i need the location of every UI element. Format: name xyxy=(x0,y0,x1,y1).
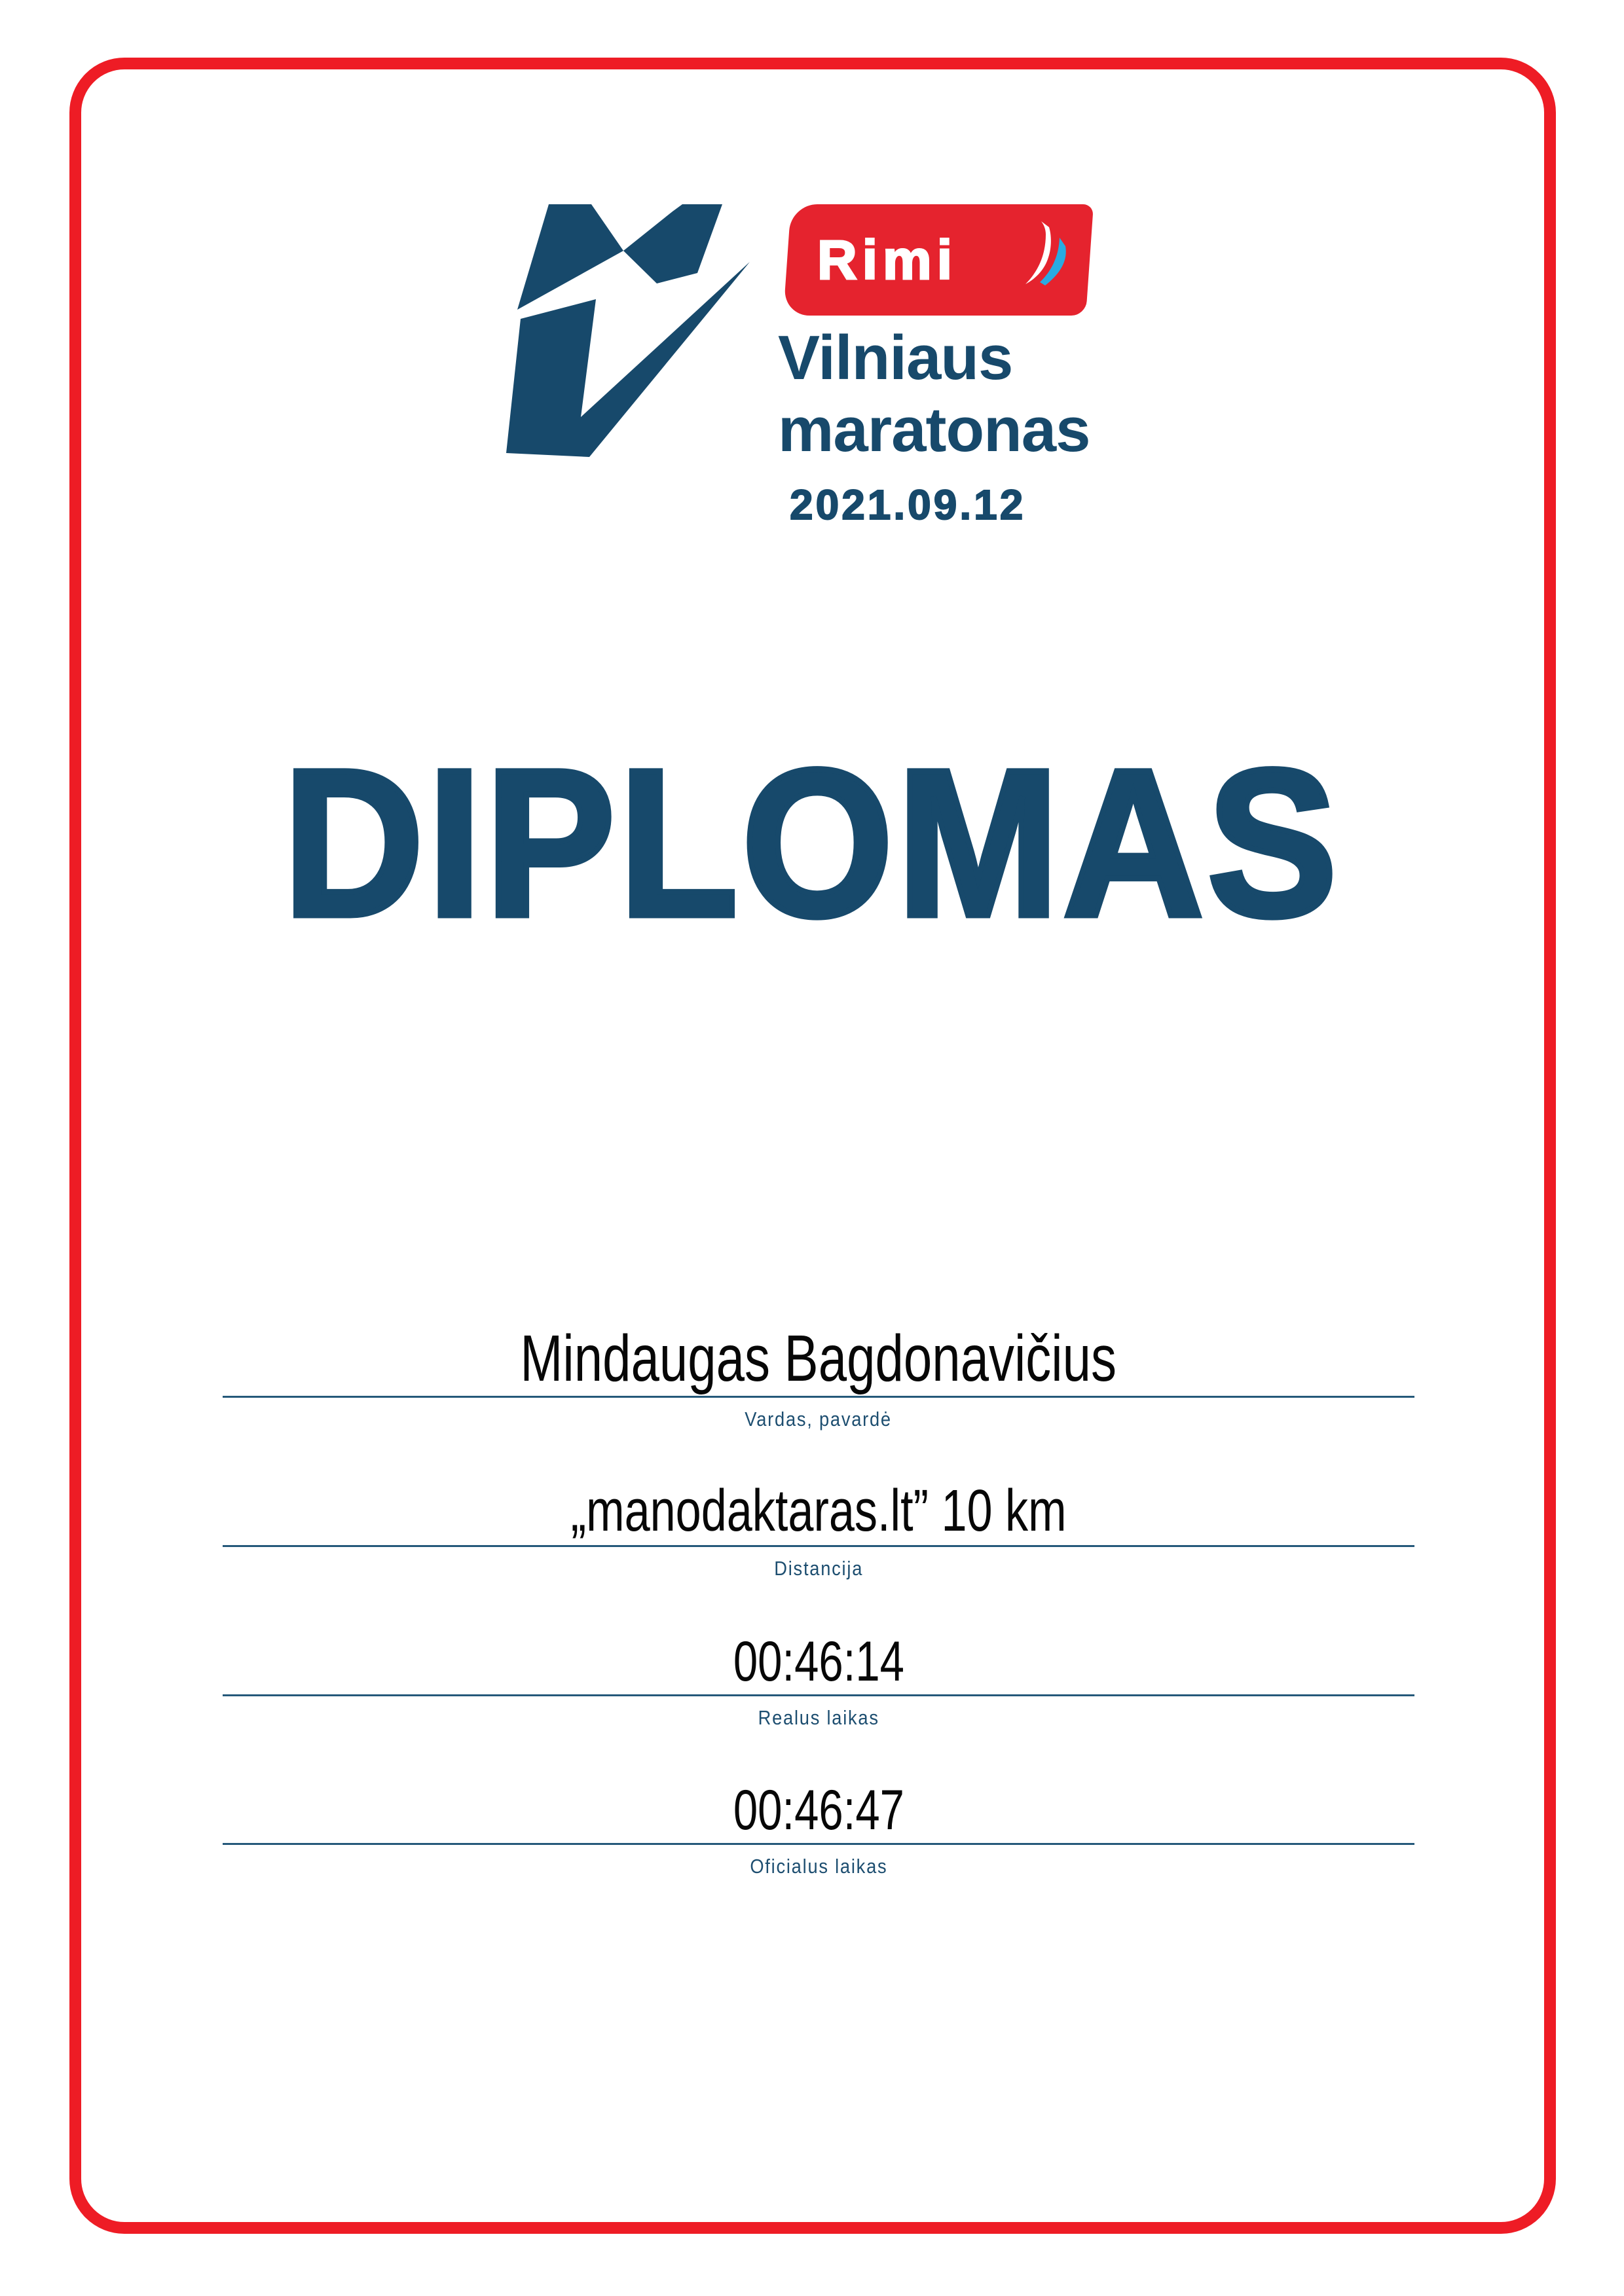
field-real-time-label: Realus laikas xyxy=(758,1705,879,1729)
field-underline xyxy=(223,1396,1414,1398)
field-distance xyxy=(223,1479,1414,1580)
official-time-value: 00:46:47 xyxy=(733,1779,904,1842)
diploma-title: DIPLOMAS xyxy=(283,725,1341,960)
marathon-mv-logo-icon xyxy=(498,196,760,465)
field-name xyxy=(223,1322,1414,1431)
event-name-line1: Vilniaus xyxy=(778,323,1013,393)
field-distance-label: Distancija xyxy=(774,1557,863,1580)
event-name xyxy=(778,322,1090,467)
event-date: 2021.09.12 xyxy=(790,481,1026,528)
distance-value: „manodaktaras.lt” 10 km xyxy=(570,1478,1067,1544)
field-official-time xyxy=(223,1779,1414,1878)
real-time-value: 00:46:14 xyxy=(733,1630,904,1693)
field-underline xyxy=(223,1545,1414,1547)
field-real-time xyxy=(223,1631,1414,1730)
field-underline xyxy=(223,1843,1414,1845)
rimi-wordmark: Rimi xyxy=(817,228,958,291)
field-underline xyxy=(223,1694,1414,1696)
event-name-line2: maratonas xyxy=(778,395,1090,465)
field-name-label: Vardas, pavardė xyxy=(745,1408,893,1430)
rimi-swoosh-icon xyxy=(1019,220,1080,287)
field-official-time-label: Oficialus laikas xyxy=(749,1854,888,1878)
runner-name-value: Mindaugas Bagdonavičius xyxy=(520,1322,1117,1395)
